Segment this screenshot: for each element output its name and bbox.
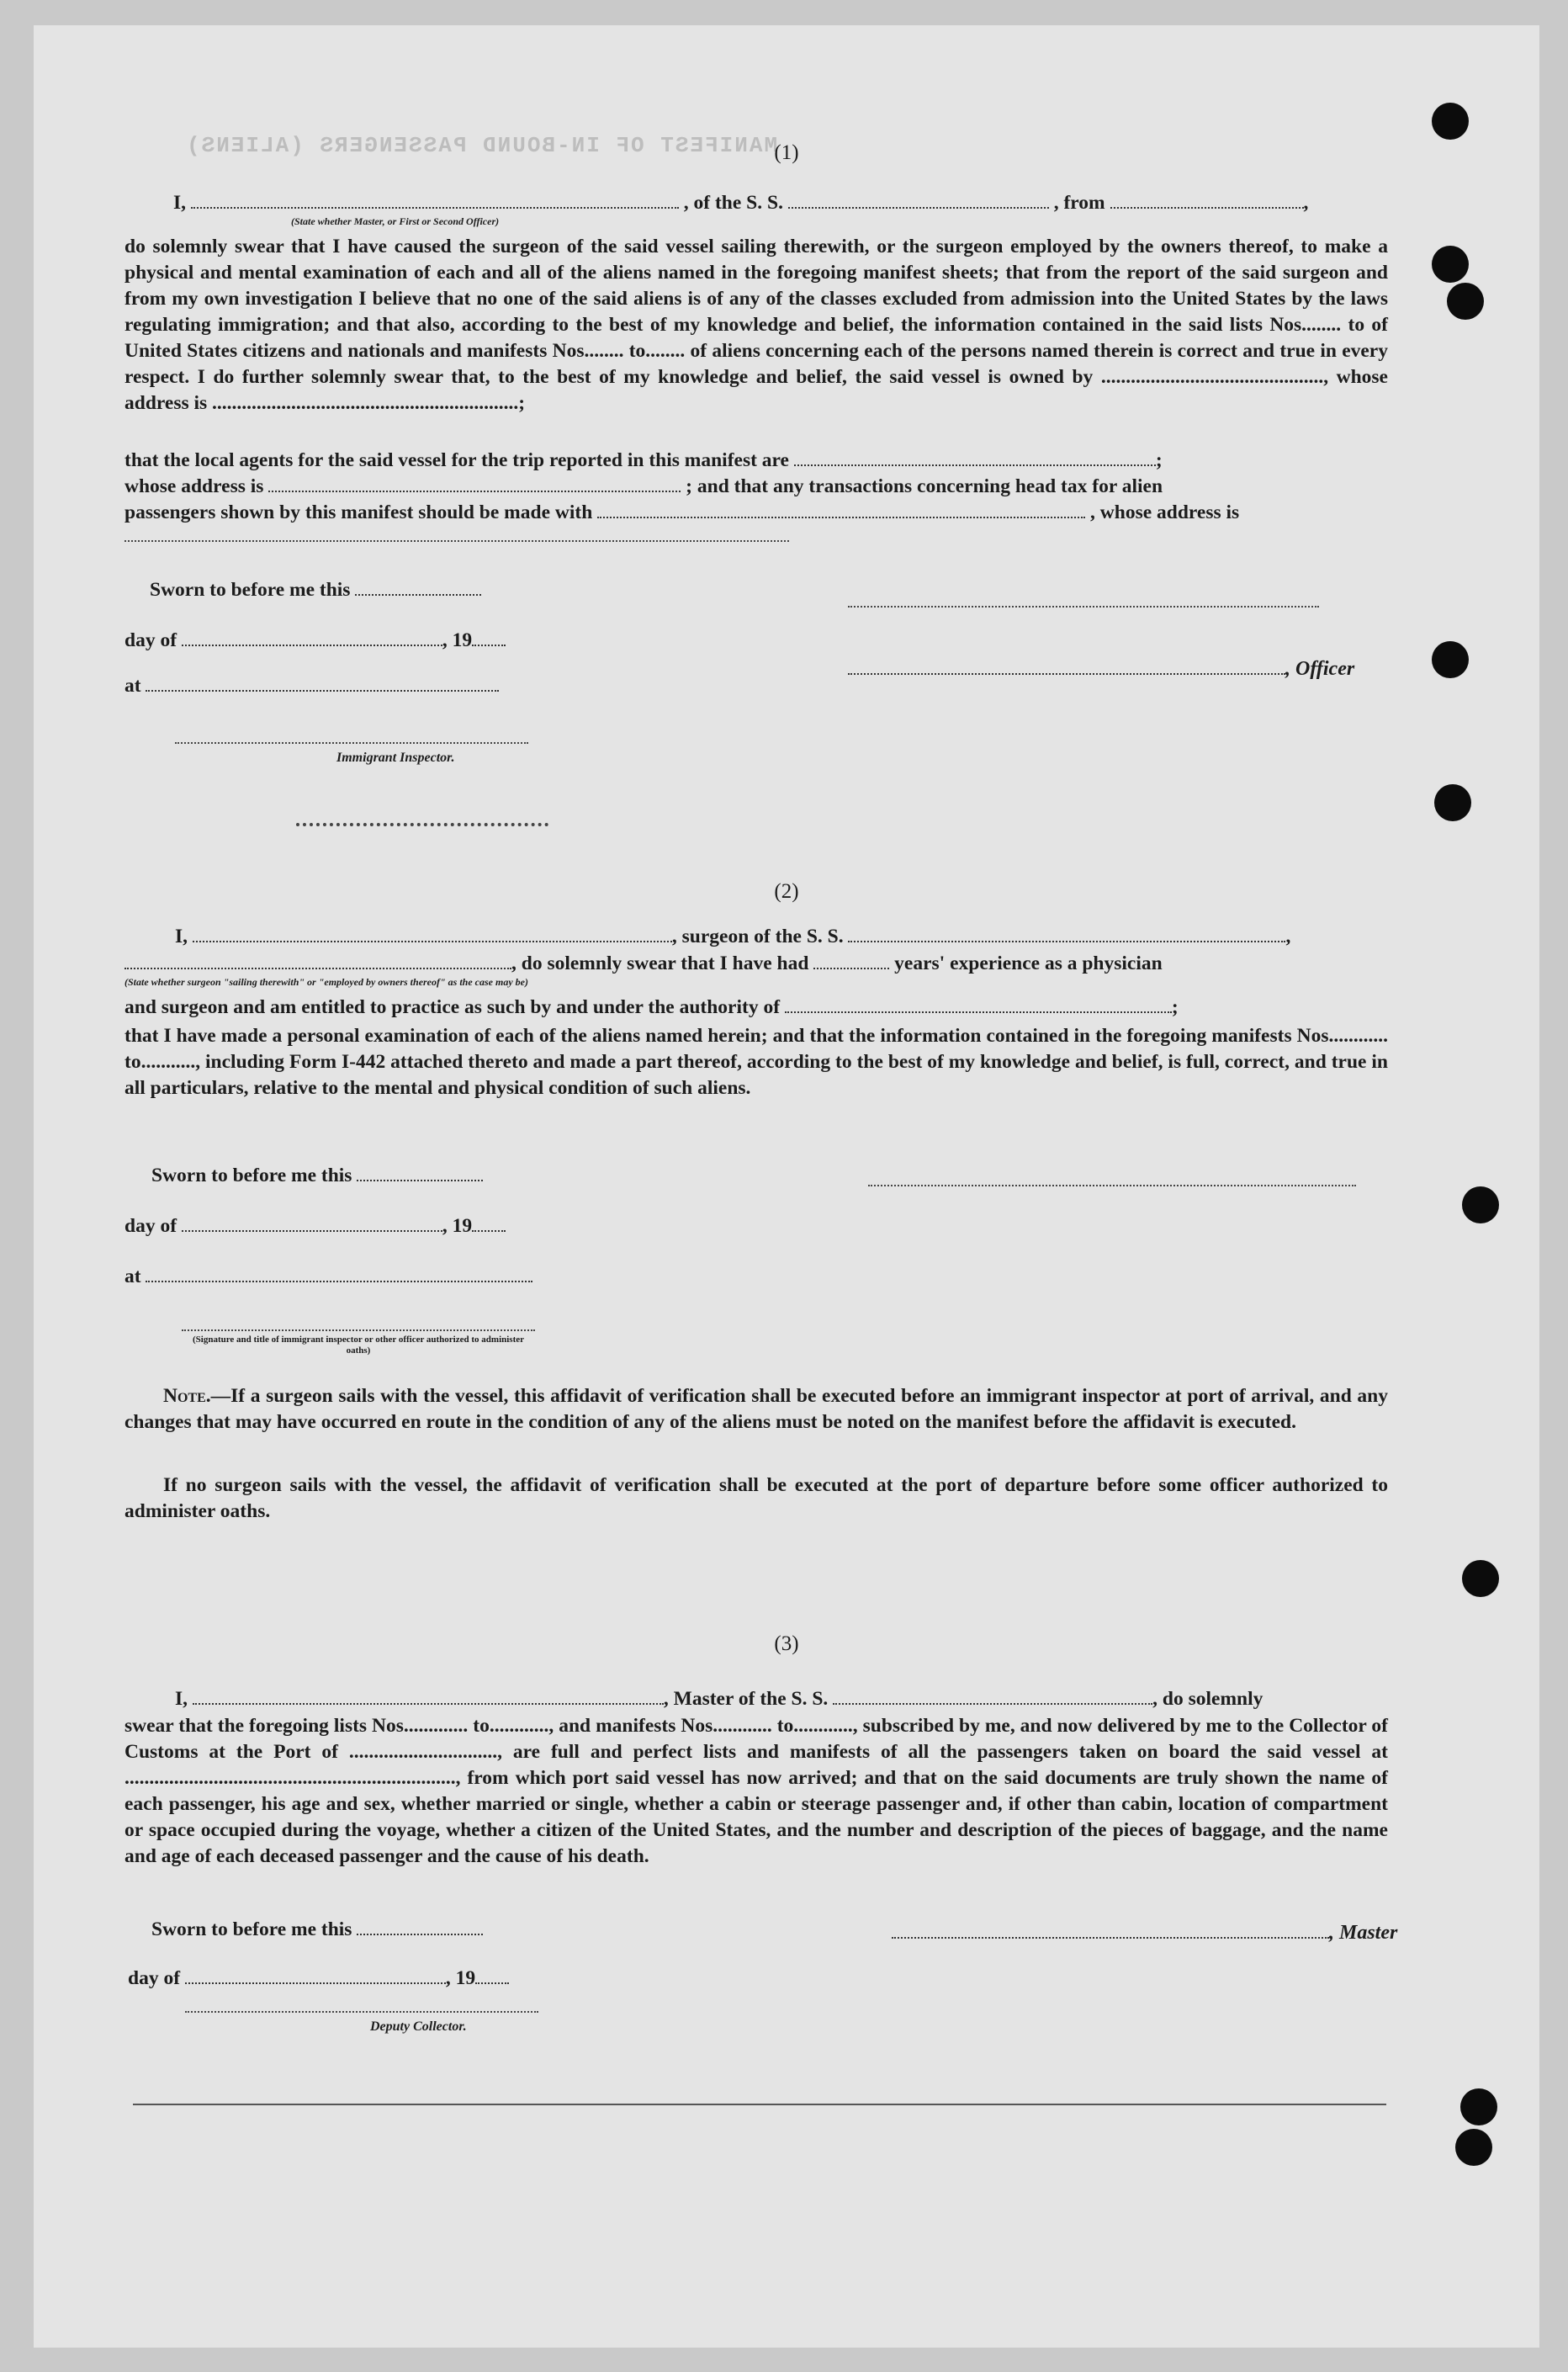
s2-note-label: Note.	[163, 1385, 211, 1407]
s3-day-of-label: day of	[128, 1967, 181, 1989]
s1-address-rule	[124, 540, 789, 542]
s1-sworn-label: Sworn to before me this	[150, 579, 351, 601]
s2-day-of	[124, 1213, 506, 1238]
s3-solemnly: , do solemnly	[1152, 1688, 1263, 1710]
s2-sworn	[151, 1163, 483, 1187]
s3-collector-line	[185, 2011, 538, 2013]
s1-sworn	[150, 577, 481, 602]
s2-body: that I have made a personal examination of each of the aliens named herein; and that the information contained in the foregoing manifests Nos............ to..........., including Form I-442 attached thereto and made a part thereof, according to the best of my knowledge and belief, is full, correct, and true in all particulars, relative to the mental and physical condition of such aliens.	[124, 1025, 1388, 1099]
s3-year-label: , 19	[445, 1967, 476, 1989]
s1-whose-label: whose address is	[124, 475, 264, 497]
punch-hole	[1434, 784, 1471, 821]
s1-inspector-label: Immigrant Inspector.	[336, 751, 455, 765]
s1-at	[124, 673, 499, 698]
s2-sworn-label: Sworn to before me this	[151, 1165, 352, 1186]
s3-master-label: , Master	[1329, 1922, 1398, 1944]
punch-hole	[1462, 1560, 1499, 1597]
punch-hole	[1432, 641, 1469, 678]
s2-authority-text: and surgeon and am entitled to practice as such by and under the authority of	[124, 996, 781, 1018]
s2-i-line: I, , surgeon of the S. S. ,	[175, 926, 1291, 947]
s2-surgeon-label: , surgeon of the S. S.	[671, 926, 844, 947]
s1-of-ss: , of the S. S.	[683, 192, 783, 214]
s1-agents-label: that the local agents for the said vessel for the trip reported in this manifest are	[124, 449, 789, 471]
bleed-through-header: MANIFEST OF IN-BOUND PASSENGERS (ALIENS)	[185, 133, 778, 158]
s1-officer-line	[848, 656, 1354, 681]
s1-i: I,	[173, 192, 187, 214]
s1-at-label: at	[124, 675, 141, 697]
s2-i: I,	[175, 926, 188, 947]
s1-oath-line: I, , of the S. S. , from ,	[173, 192, 1309, 214]
s1-passengers-line	[124, 500, 1239, 524]
section-2-number: (2)	[774, 880, 799, 903]
punch-hole	[1432, 103, 1469, 140]
s1-day-of-label: day of	[124, 629, 177, 651]
s2-swear-line	[124, 951, 1163, 975]
s1-oath-body: do solemnly swear that I have caused the surgeon of the said vessel sailing therewith, or the surgeon employed by the owners thereof, to make a physical and mental examination of each and all of the aliens named in the foregoing manifest sheets; that from the report of the said surgeon and from my own investigation I believe that no one of the said aliens is of any of the classes excluded from admission into the United States by the laws regulating immigration; and that also, according to the best of my knowledge and belief, the information contained in the said lists Nos........ to of United States citizens and nationals and manifests Nos........ to........ of aliens concerning each of the persons named therein is correct and true in every respect. I do further solemnly swear that, to the best of my knowledge and belief, the said vessel is owned by ............................................., whose address is ..............................................................;	[124, 236, 1388, 414]
s3-body: swear that the foregoing lists Nos............. to............, and manifests Nos............ to............, subscribed by me, and now delivered by me to the Collector of Customs at the Port of .............................., are full and perfect lists and manifests of all the passengers taken on board the said vessel at ..................................................................., from which port said vessel has now arrived; and that on the said documents are truly shown the name of each passenger, his age and sex, whether married or single, whether a cabin or steerage passenger and, if other than cabin, location of compartment or space occupied during the voyage, whether a citizen of the United States, and the number and description of the pieces of baggage, and the name and age of each deceased passenger and the cause of his death.	[124, 1715, 1388, 1867]
s3-i: I,	[175, 1688, 188, 1710]
s2-signature-line	[868, 1185, 1356, 1186]
s2-authority-line: and surgeon and am entitled to practice as such by and under the authority of ;	[124, 996, 1179, 1018]
s2-at	[124, 1264, 532, 1288]
s3-sworn	[151, 1917, 483, 1941]
s2-inspector-line	[182, 1329, 535, 1331]
s2-at-label: at	[124, 1266, 141, 1287]
s3-master-of-ss: , Master of the S. S.	[663, 1688, 829, 1710]
s1-passengers-label: passengers shown by this manifest should be made with	[124, 501, 593, 523]
manifest-page	[34, 25, 1539, 2348]
s3-i-line	[175, 1686, 1263, 1711]
s1-officer-note: (State whether Master, or First or Second Officer)	[291, 215, 500, 227]
s2-day-of-label: day of	[124, 1215, 177, 1237]
section-3-number: (3)	[774, 1632, 799, 1655]
bottom-rule	[133, 2104, 1386, 2105]
s1-agents-line: that the local agents for the said vessel for the trip reported in this manifest are ;	[124, 449, 1163, 471]
s2-swear-label: , do solemnly swear that I have had	[511, 953, 809, 974]
s1-officer-label: , Officer	[1285, 658, 1355, 680]
punch-hole	[1460, 2088, 1497, 2125]
s2-note-text: —If a surgeon sails with the vessel, this affidavit of verification shall be executed before an immigrant inspector at port of arrival, and any changes that may have occurred en route in the condition of any of the aliens must be noted on the manifest before the affidavit is executed.	[124, 1385, 1388, 1433]
s3-collector-label: Deputy Collector.	[370, 2019, 467, 2034]
s3-master-line	[892, 1920, 1397, 1945]
s1-extra-dots	[296, 823, 548, 826]
s2-years-label: years' experience as a physician	[894, 953, 1163, 974]
s2-year-label: , 19	[442, 1215, 473, 1237]
s1-signature-line	[848, 606, 1319, 608]
s2-surgeon-note: (State whether surgeon "sailing therewith" or "employed by owners thereof" as the case may be)	[124, 976, 528, 988]
s1-from: , from	[1053, 192, 1105, 214]
punch-hole	[1462, 1186, 1499, 1223]
s2-note	[124, 1383, 1388, 1435]
s2-note-2: If no surgeon sails with the vessel, the affidavit of verification shall be executed at the port of departure before some officer authorized to administer oaths.	[124, 1474, 1388, 1522]
s1-whose-line	[124, 474, 1163, 498]
section-1-number: (1)	[774, 141, 799, 164]
s1-whose2-label: , whose address is	[1090, 501, 1240, 523]
s3-day-of	[128, 1966, 509, 1990]
s1-inspector-line	[175, 742, 528, 744]
s1-head-tax-text: ; and that any transactions concerning head tax for alien	[686, 475, 1163, 497]
s1-day-of	[124, 628, 506, 652]
punch-hole	[1455, 2129, 1492, 2166]
s1-year-label: , 19	[442, 629, 473, 651]
punch-hole	[1432, 246, 1469, 283]
s3-sworn-label: Sworn to before me this	[151, 1918, 352, 1940]
punch-hole	[1447, 283, 1484, 320]
s2-sig-note: (Signature and title of immigrant inspector or other officer authorized to administer oaths)	[192, 1335, 525, 1356]
